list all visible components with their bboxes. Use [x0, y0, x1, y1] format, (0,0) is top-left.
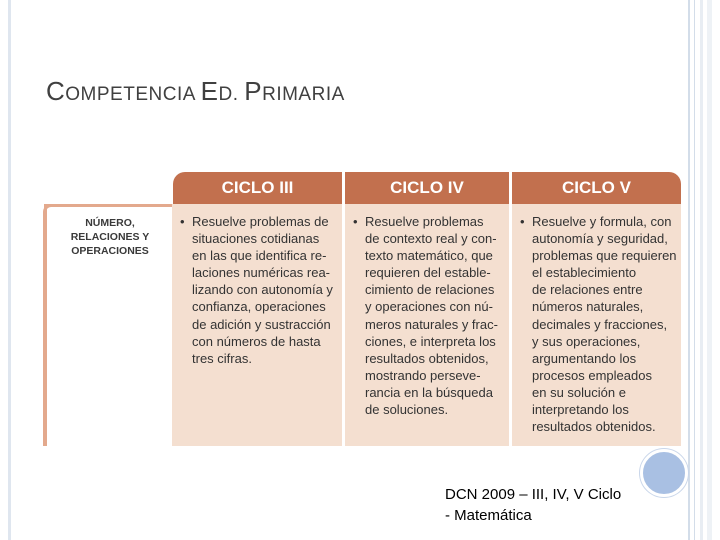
table-header-ciclo-v: CICLO V: [512, 172, 681, 204]
table-cell-ciclo-iii: [172, 204, 342, 446]
slide-frame-left: [8, 0, 11, 540]
bullet-marker: •: [520, 214, 525, 229]
table-header-ciclo-iii: CICLO III: [173, 172, 342, 204]
decorative-circle: [640, 449, 688, 497]
bullet-marker: •: [353, 214, 358, 229]
row-label-top-border: [44, 204, 172, 207]
slide-frame-right-line: [694, 0, 695, 540]
row-label: NÚMERO, RELACIONES Y OPERACIONES: [70, 217, 150, 257]
slide-caption: DCN 2009 – III, IV, V Ciclo - Matemática: [445, 486, 622, 524]
table-header-ciclo-iv: CICLO IV: [345, 172, 509, 204]
competency-table: [40, 172, 681, 446]
cell-text: Resuelve problemas de situaciones cotidianas en las que identifica re- laciones numéricas rea- lizando con autonomía y confianza, operaciones de adición y sustracción con números de hasta tres cifras.: [192, 214, 333, 366]
slide-title: COMPETENCIA ED. PRIMARIA: [46, 76, 345, 106]
bullet-marker: •: [180, 214, 185, 229]
table-cell-ciclo-iv: [345, 204, 509, 446]
cell-text: Resuelve problemas de contexto real y con- texto matemático, que requieren del estable- cimiento de relaciones y operaciones con nú- meros naturales y frac- ciones, e interpreta los resultados obtenidos, mostrando perseve- rancia en la búsqueda de soluciones.: [365, 214, 498, 418]
row-label-left-border: [44, 204, 47, 446]
row-label-wrapper: [40, 204, 172, 446]
slide-frame-right-line: [688, 0, 690, 540]
slide-frame-right-line: [707, 0, 712, 540]
table-cell-ciclo-v: [512, 204, 681, 446]
cell-text: Resuelve y formula, con autonomía y seguridad, problemas que requieren el establecimiento de relaciones entre números naturales, decimales y fracciones, y sus operaciones, argumentando los procesos empleados en su solución e interpretando los resultados obtenidos.: [532, 214, 677, 435]
slide-frame-right-line: [700, 0, 703, 540]
